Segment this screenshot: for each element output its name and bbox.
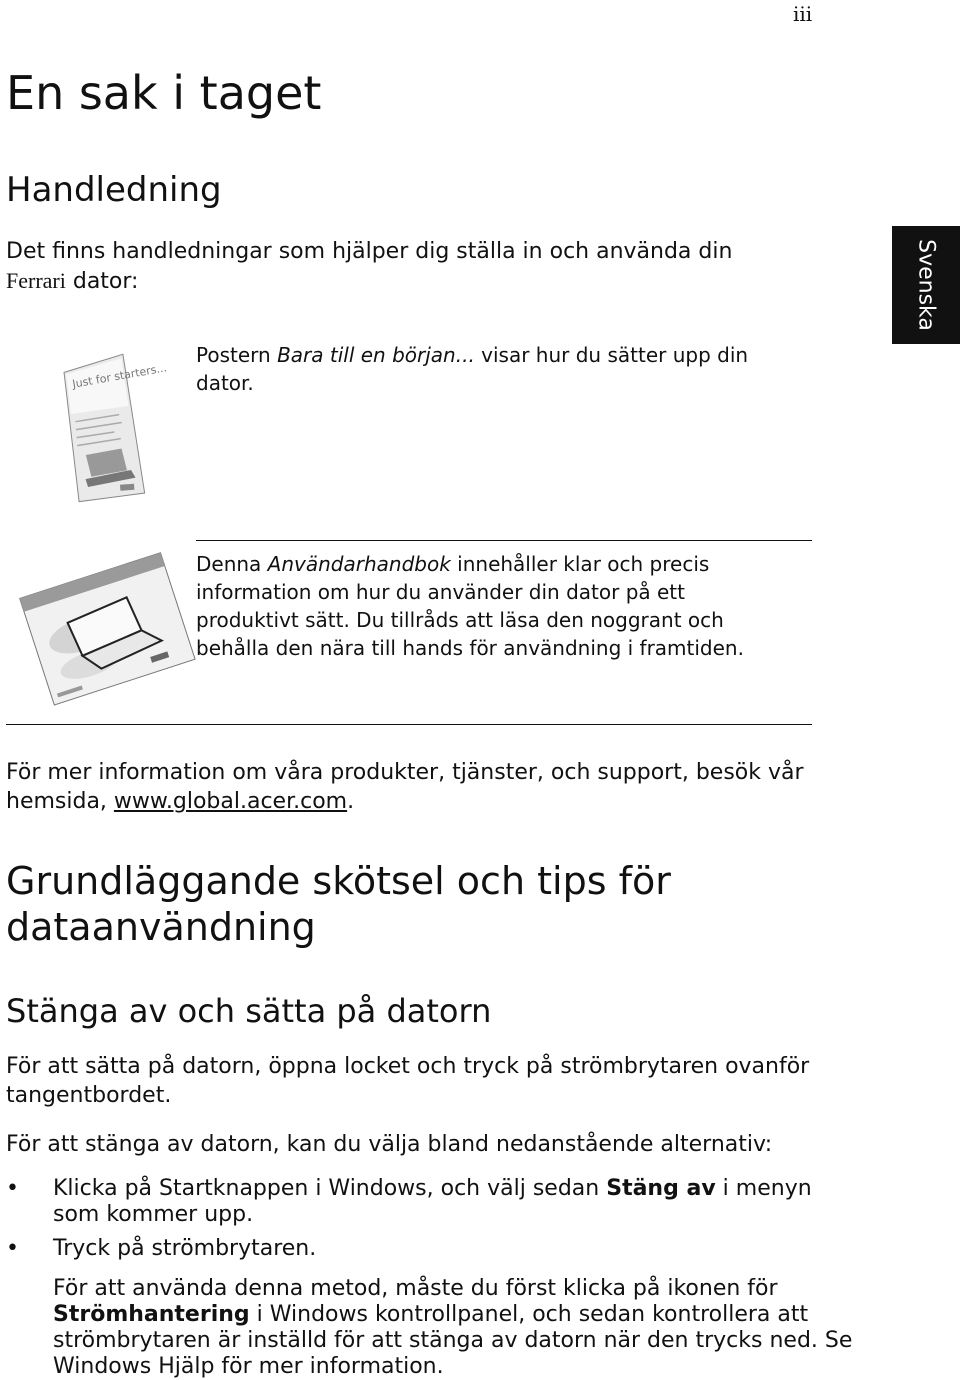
brand-name: Ferrari bbox=[6, 268, 66, 293]
bullet-2-marker: • bbox=[6, 1236, 19, 1261]
poster-text-a: Postern bbox=[196, 343, 278, 367]
manual-text-a: Denna bbox=[196, 552, 268, 576]
manual-text-b: innehåller klar och precis information om hur du använder din dator på ett produktivt sätt. Du tillråds att läsa den noggrant och behålla den nära till hands för användning i framtiden. bbox=[196, 552, 744, 660]
bullet-2-text: Tryck på strömbrytaren. bbox=[53, 1236, 317, 1261]
language-tab-label: Svenska bbox=[913, 239, 939, 331]
language-tab bbox=[892, 226, 960, 344]
power-management-term: Strömhantering bbox=[53, 1302, 250, 1327]
power-on-paragraph: För att sätta på datorn, öppna locket och tryck på strömbrytaren ovanför tangentbordet. bbox=[6, 1054, 810, 1108]
intro-text-end: dator: bbox=[65, 269, 139, 294]
poster-image bbox=[50, 348, 168, 508]
website-link[interactable]: www.global.acer.com bbox=[113, 789, 348, 814]
more-info-end: . bbox=[347, 789, 355, 814]
intro-text: Det finns handledningar som hjälper dig ställa in och använda din bbox=[6, 239, 733, 264]
care-tips-title: Grundläggande skötsel och tips för dataanvändning bbox=[6, 859, 671, 949]
poster-description bbox=[196, 341, 796, 397]
divider-2 bbox=[6, 724, 812, 725]
manual-title: Användarhandbok bbox=[267, 552, 451, 576]
note-text-b: i Windows kontrollpanel, och sedan kontrollera att strömbrytaren är inställd för att stänga av datorn när den trycks ned. Se Windows Hjälp för mer information. bbox=[53, 1302, 853, 1379]
power-off-paragraph: För att stänga av datorn, kan du välja bland nedanstående alternativ: bbox=[6, 1132, 773, 1157]
poster-text-b: visar hur du sätter upp din dator. bbox=[196, 343, 749, 395]
bullet-1-text-b: i menyn som kommer upp. bbox=[53, 1176, 812, 1227]
power-section-heading: Stänga av och sätta på datorn bbox=[6, 992, 492, 1030]
bullet-1-text bbox=[53, 1176, 833, 1228]
more-info-paragraph bbox=[6, 758, 836, 816]
user-guide-description bbox=[196, 550, 786, 662]
power-management-note bbox=[53, 1276, 853, 1380]
bullet-1-text-a: Klicka på Startknappen i Windows, och välj sedan bbox=[53, 1176, 607, 1201]
note-text-a: För att använda denna metod, måste du först klicka på ikonen för bbox=[53, 1276, 778, 1301]
user-guide-image bbox=[18, 550, 188, 700]
bullet-1-marker: • bbox=[6, 1176, 19, 1201]
page-title: En sak i taget bbox=[6, 66, 322, 120]
divider-1 bbox=[196, 540, 812, 541]
poster-cover-title: Just for starters... bbox=[71, 361, 168, 391]
section-heading-handledning: Handledning bbox=[6, 170, 222, 210]
page-number: iii bbox=[793, 2, 813, 26]
intro-paragraph bbox=[6, 237, 826, 296]
poster-title: Bara till en början... bbox=[277, 343, 475, 367]
more-info-text: För mer information om våra produkter, tjänster, och support, besök vår hemsida, bbox=[6, 760, 804, 814]
shutdown-command: Stäng av bbox=[606, 1176, 716, 1201]
